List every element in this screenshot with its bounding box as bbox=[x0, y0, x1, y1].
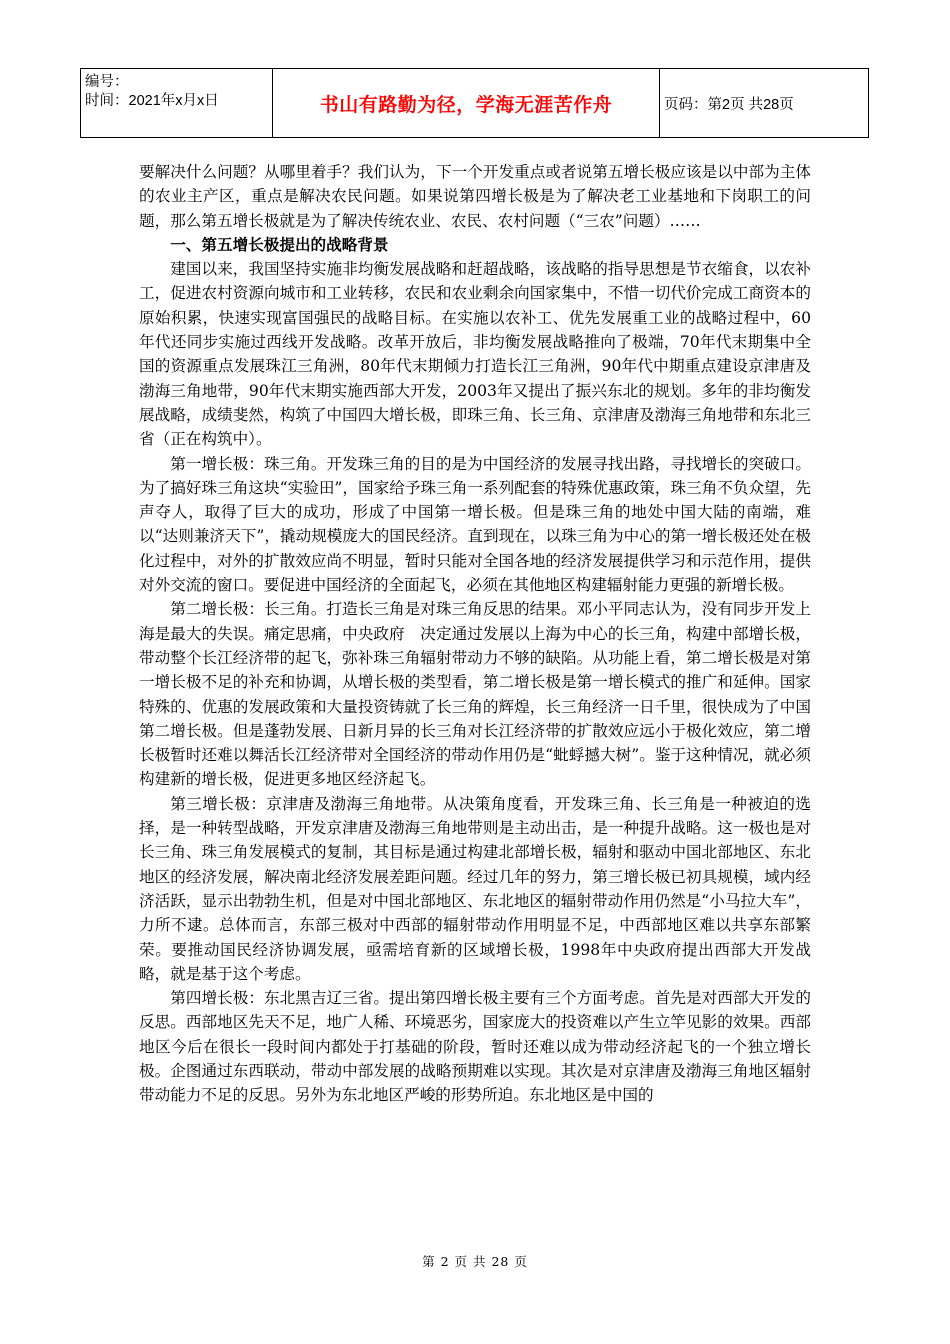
page-footer: 第 2 页 共 28 页 bbox=[422, 1254, 528, 1269]
paragraph-first-pole: 第一增长极：珠三角。开发珠三角的目的是为中国经济的发展寻找出路，寻找增长的突破口。为了搞好珠三角这块“实验田”，国家给予珠三角一系列配套的特殊优惠政策，珠三角不负众望，先声夺人，取得了巨大的成功，形成了中国第一增长极。但是珠三角的地处中国大陆的南端，难以“达则兼济天下”，撬动规模庞大的国民经济。直到现在，以珠三角为中心的第一增长极还处在极化过程中，对外的扩散效应尚不明显，暂时只能对全国各地的经济发展提供学习和示范作用，提供对外交流的窗口。要促进中国经济的全面起飞，必须在其他地区构建辐射能力更强的新增长极。 bbox=[139, 454, 811, 595]
header-table bbox=[80, 68, 869, 138]
paragraph-third-pole: 第三增长极：京津唐及渤海三角地带。从决策角度看，开发珠三角、长三角是一种被迫的选择，是一种转型战略，开发京津唐及渤海三角地带则是主动出击，是一种提升战略。这一极也是对长三角、珠三角发展模式的复制，其目标是通过构建北部增长极，辐射和驱动中国北部地区、东北地区的经济发展，解决南北经济发展差距问题。经过几年的努力，第三增长极已初具规模，域内经济活跃，显示出勃勃生机，但是对中国北部地区、东北地区的辐射带动作用仍然是“小马拉大车”，力所不逮。总体而言，东部三极对中西部的辐射带动作用明显不足，中西部地区难以共享东部繁荣。要推动国民经济协调发展，亟需培育新的区域增长极，1998年中央政府提出西部大开发战略，就是基于这个考虑。 bbox=[139, 794, 811, 983]
paragraph-background: 建国以来，我国坚持实施非均衡发展战略和赶超战略，该战略的指导思想是节衣缩食，以农补工，促进农村资源向城市和工业转移，农民和农业剩余向国家集中，不惜一切代价完成工商资本的原始积累，快速实现富国强民的战略目标。在实施以农补工、优先发展重工业的战略过程中，60年代还同步实施过西线开发战略。改革开放后，非均衡发展战略推向了极端，70年代末期集中全国的资源重点发展珠江三角洲，80年代末期倾力打造长江三角洲，90年代中期重点建设京津唐及渤海三角地带，90年代末期实施西部大开发，2003年又提出了振兴东北的规划。多年的非均衡发展战略，成绩斐然，构筑了中国四大增长极，即珠三角、长三角、京津唐及渤海三角地带和东北三省（正在构筑中）。 bbox=[139, 260, 811, 449]
header-page-label: 页码：第2页 共28页 bbox=[660, 69, 869, 138]
paragraph-fourth-pole: 第四增长极：东北黑吉辽三省。提出第四增长极主要有三个方面考虑。首先是对西部大开发的反思。西部地区先天不足，地广人稀、环境恶劣，国家庞大的投资难以产生立竿见影的效果。西部地区今后在很长一段时间内都处于打基础的阶段，暂时还难以成为带动经济起飞的一个独立增长极。企图通过东西联动，带动中部发展的战略预期难以实现。其次是对京津唐及渤海三角地区辐射带动能力不足的反思。另外为东北地区严峻的形势所迫。东北地区是中国的 bbox=[139, 989, 811, 1105]
header-meta-cell bbox=[81, 69, 273, 138]
document-number-label: 编号： bbox=[85, 74, 129, 90]
document-body bbox=[139, 160, 811, 1108]
section-heading: 一、第五增长极提出的战略背景 bbox=[170, 234, 389, 254]
paragraph-second-pole: 第二增长极：长三角。打造长三角是对珠三角反思的结果。邓小平同志认为，没有同步开发上海是最大的失误。痛定思痛，中央政府 决定通过发展以上海为中心的长三角，构建中部增长极，带动整个长江经济带的起飞，弥补珠三角辐射带动力不够的缺陷。从功能上看，第二增长极是对第一增长极不足的补充和协调，从增长极的类型看，第二增长极是第一增长模式的推广和延伸。国家特殊的、优惠的发展政策和大量投资铸就了长三角的辉煌，长三角经济一日千里，很快成为了中国第二增长极。但是蓬勃发展、日新月异的长三角对长江经济带的扩散效应远小于极化效应，第二增长极暂时还难以舞活长江经济带对全国经济的带动作用仍是“蚍蜉撼大树”。鉴于这种情况，就必须构建新的增长极，促进更多地区经济起飞。 bbox=[139, 600, 811, 789]
header-motto: 书山有路勤为径，学海无涯苦作舟 bbox=[273, 69, 660, 138]
paragraph-continued: 要解决什么问题？从哪里着手？我们认为，下一个开发重点或者说第五增长极应该是以中部为主体的农业主产区，重点是解决农民问题。如果说第四增长极是为了解决老工业基地和下岗职工的问题，那么第五增长极就是为了解决传统农业、农民、农村问题（“三农”问题）…… bbox=[139, 163, 811, 230]
document-time-label: 时间：2021年x月x日 bbox=[85, 93, 219, 109]
